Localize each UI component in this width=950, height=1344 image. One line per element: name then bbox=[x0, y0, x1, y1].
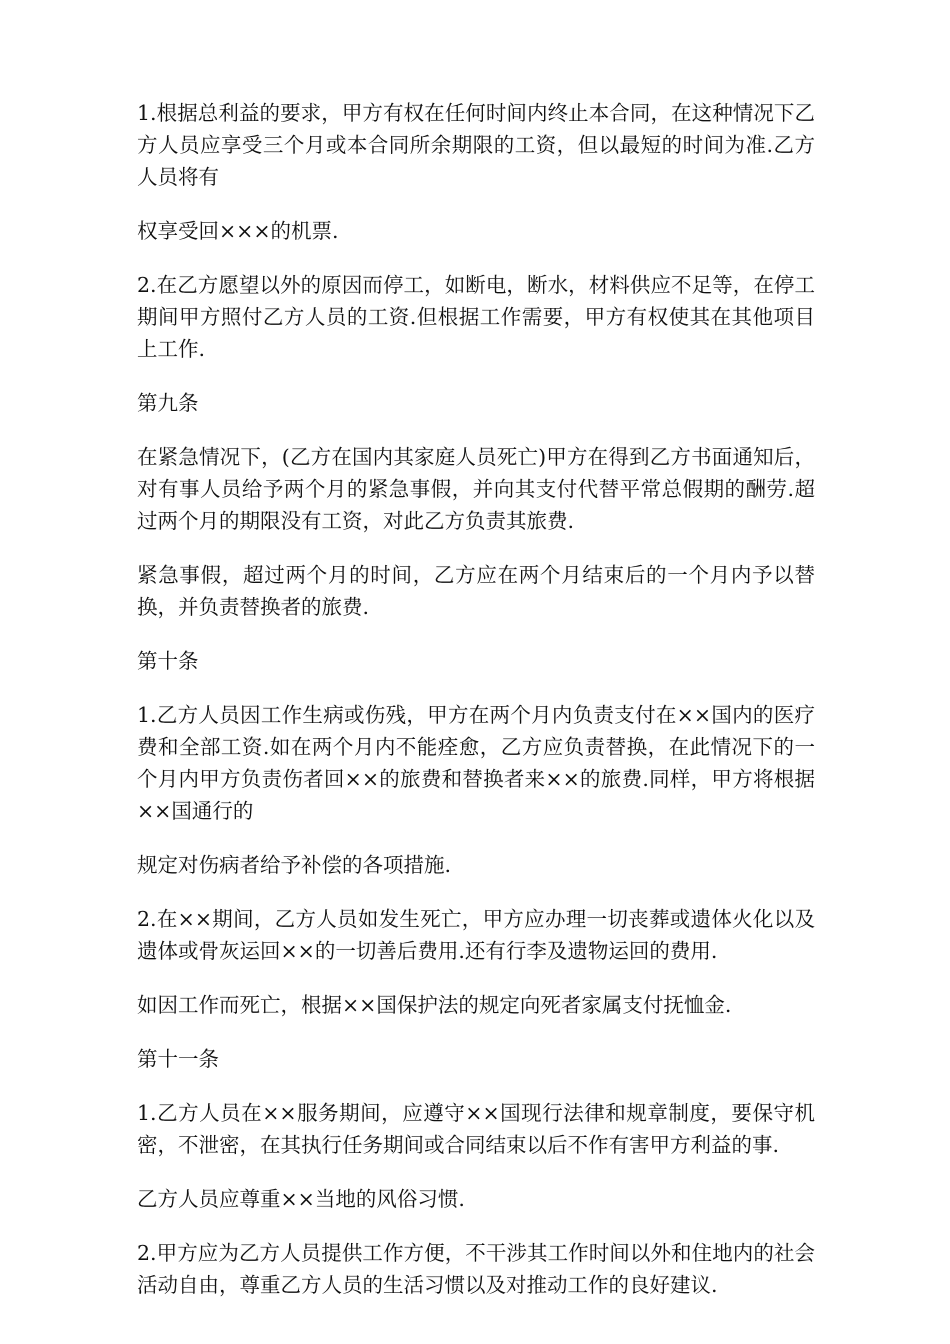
heading-clause-9: 第九条 bbox=[137, 391, 199, 415]
paragraph-clause-8-item-2: 2.在乙方愿望以外的原因而停工，如断电，断水，材料供应不足等，在停工期间甲方照付乙方人员的工资.但根据工作需要，甲方有权使其在其他项目上工作. bbox=[137, 273, 815, 361]
paragraph-clause-8-item-1-cont: 权享受回×××的机票. bbox=[137, 219, 339, 243]
paragraph-clause-10-item-1: 1.乙方人员因工作生病或伤残，甲方在两个月内负责支付在××国内的医疗费和全部工资.如在两个月内不能痊愈，乙方应负责替换，在此情况下的一个月内甲方负责伤者回××的旅费和替换者来××的旅费.同样，甲方将根据××国通行的 bbox=[137, 703, 815, 823]
paragraph-clause-9-leave: 紧急事假，超过两个月的时间，乙方应在两个月结束后的一个月内予以替换，并负责替换者的旅费. bbox=[137, 563, 815, 619]
paragraph-clause-10-item-2: 2.在××期间，乙方人员如发生死亡，甲方应办理一切丧葬或遗体火化以及遗体或骨灰运回××的一切善后费用.还有行李及遗物运回的费用. bbox=[137, 907, 815, 963]
paragraph-clause-10-item-1-cont: 规定对伤病者给予补偿的各项措施. bbox=[137, 853, 452, 877]
document-body bbox=[137, 97, 815, 1323]
paragraph-clause-8-item-1: 1.根据总利益的要求，甲方有权在任何时间内终止本合同，在这种情况下乙方人员应享受三个月或本合同所余期限的工资，但以最短的时间为准.乙方人员将有 bbox=[137, 101, 815, 189]
heading-clause-10: 第十条 bbox=[137, 649, 199, 673]
paragraph-clause-11-item-2: 2.甲方应为乙方人员提供工作方便，不干涉其工作时间以外和住地内的社会活动自由，尊重乙方人员的生活习惯以及对推动工作的良好建议. bbox=[137, 1241, 815, 1297]
heading-clause-11: 第十一条 bbox=[137, 1047, 219, 1071]
paragraph-clause-11-customs: 乙方人员应尊重××当地的风俗习惯. bbox=[137, 1187, 465, 1211]
paragraph-clause-10-pension: 如因工作而死亡，根据××国保护法的规定向死者家属支付抚恤金. bbox=[137, 993, 732, 1017]
paragraph-clause-9-body: 在紧急情况下，(乙方在国内其家庭人员死亡)甲方在得到乙方书面通知后，对有事人员给予两个月的紧急事假，并向其支付代替平常总假期的酬劳.超过两个月的期限没有工资，对此乙方负责其旅费. bbox=[137, 445, 815, 533]
paragraph-clause-11-item-1: 1.乙方人员在××服务期间，应遵守××国现行法律和规章制度，要保守机密，不泄密，在其执行任务期间或合同结束以后不作有害甲方利益的事. bbox=[137, 1101, 815, 1157]
